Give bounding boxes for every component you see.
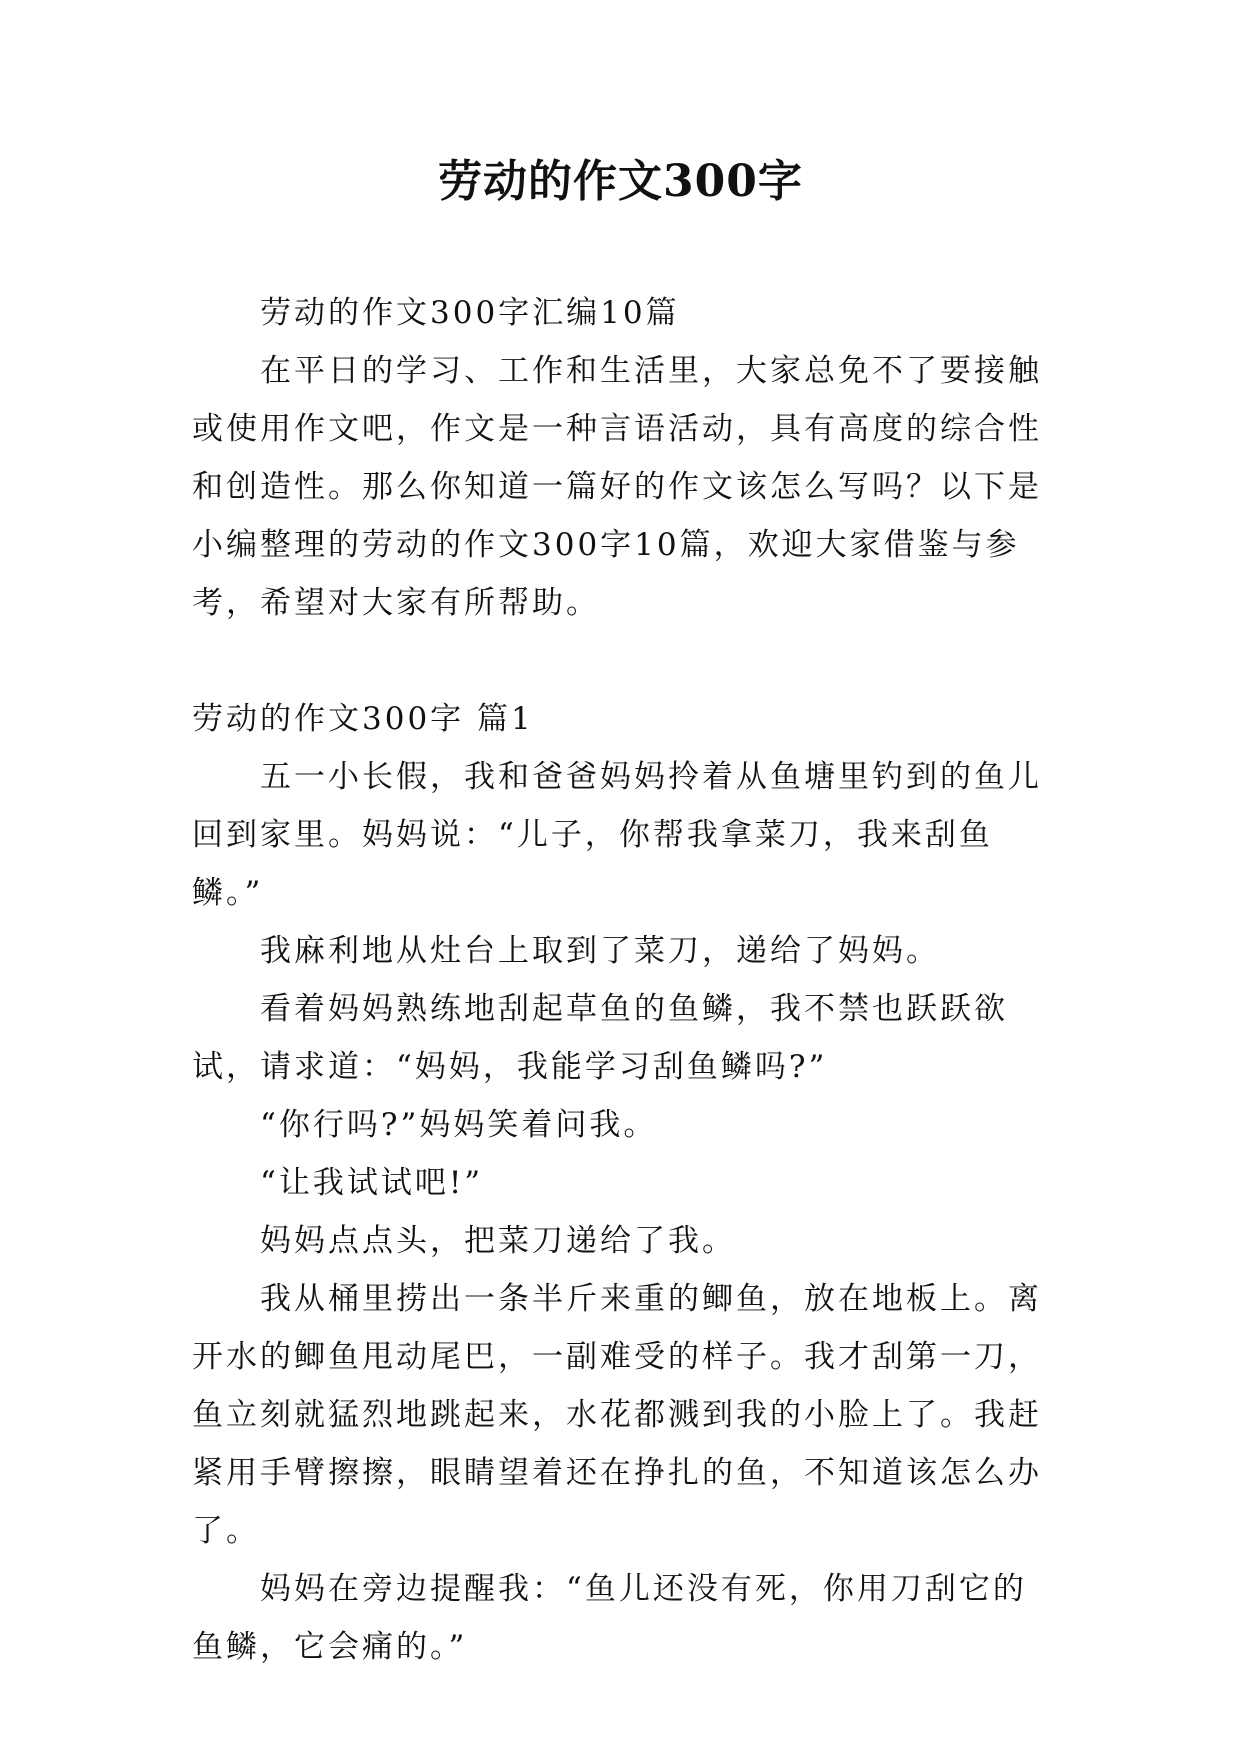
essay-paragraph: 妈妈点点头，把菜刀递给了我。 [260, 1223, 736, 1259]
essay-paragraph: “让我试试吧!” [260, 1165, 484, 1201]
document-body [192, 284, 1052, 1676]
essay-paragraph: 五一小长假，我和爸爸妈妈拎着从鱼塘里钓到的鱼儿回到家里。妈妈说：“儿子，你帮我拿菜刀，我来刮鱼鳞。” [192, 759, 1042, 911]
essay-paragraph: “你行吗?”妈妈笑着问我。 [260, 1107, 658, 1143]
section-spacer [192, 632, 1052, 690]
section-heading: 劳动的作文300字 篇1 [192, 701, 534, 737]
document-title: 劳动的作文300字 [438, 156, 803, 207]
essay-paragraph: 妈妈在旁边提醒我：“鱼儿还没有死，你用刀刮它的鱼鳞，它会痛的。” [192, 1571, 1027, 1665]
essay-paragraph: 我麻利地从灶台上取到了菜刀，递给了妈妈。 [260, 933, 940, 969]
intro-paragraph: 在平日的学习、工作和生活里，大家总免不了要接触或使用作文吧，作文是一种言语活动，具有高度的综合性和创造性。那么你知道一篇好的作文该怎么写吗？以下是小编整理的劳动的作文300字10篇，欢迎大家借鉴与参考，希望对大家有所帮助。 [192, 353, 1042, 621]
essay-paragraph: 看着妈妈熟练地刮起草鱼的鱼鳞，我不禁也跃跃欲试，请求道：“妈妈，我能学习刮鱼鳞吗?” [192, 991, 1008, 1085]
essay-paragraph: 我从桶里捞出一条半斤来重的鲫鱼，放在地板上。离开水的鲫鱼甩动尾巴，一副难受的样子。我才刮第一刀，鱼立刻就猛烈地跳起来，水花都溅到我的小脸上了。我赶紧用手臂擦擦，眼睛望着还在挣扎的鱼，不知道该怎么办了。 [192, 1281, 1042, 1549]
document-subtitle: 劳动的作文300字汇编10篇 [260, 295, 680, 331]
